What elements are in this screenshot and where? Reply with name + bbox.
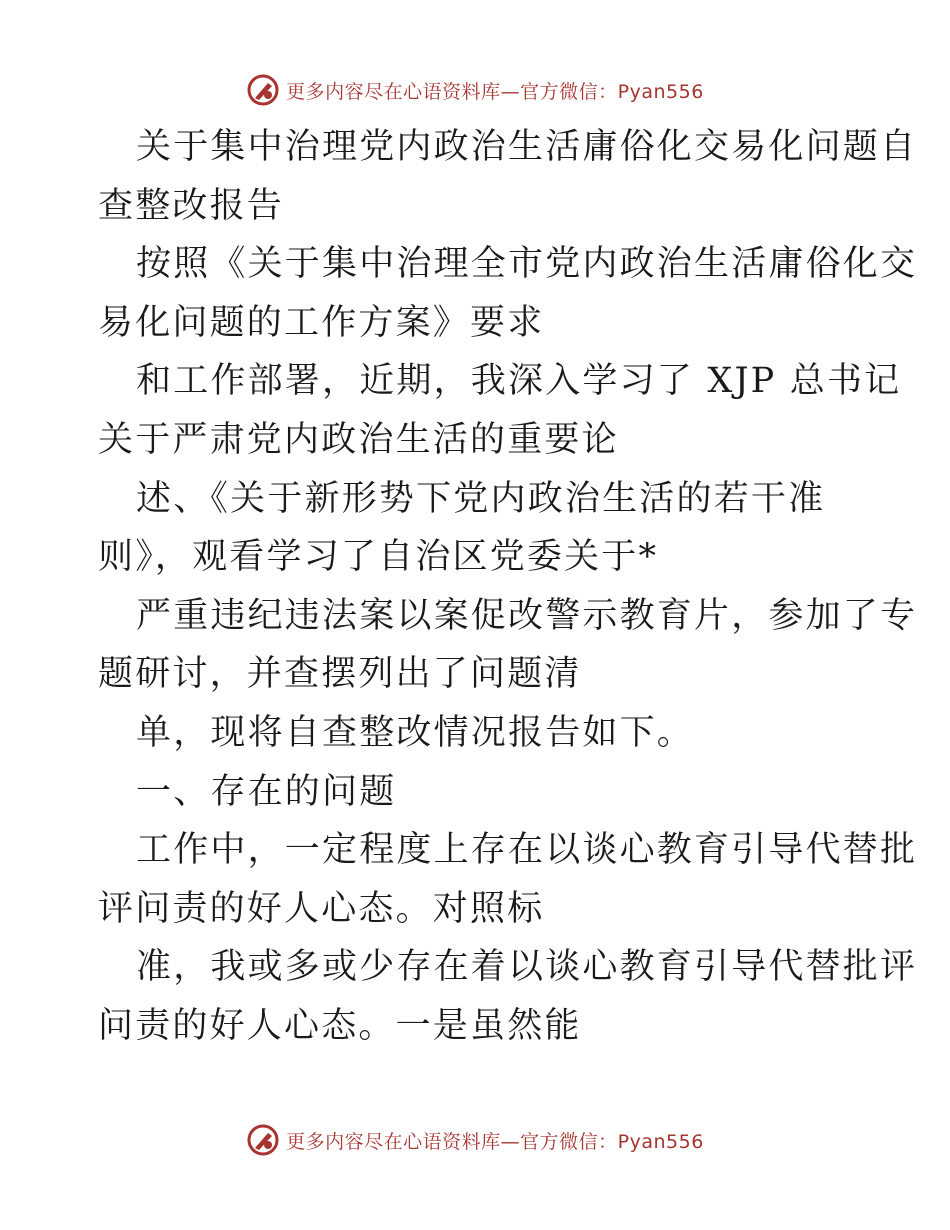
watermark-text: 更多内容尽在心语资料库—官方微信：Pyan556 (286, 1130, 704, 1153)
text-line: 题研讨，并查摆列出了问题清 (98, 654, 582, 695)
text-line: 查整改报告 (98, 185, 285, 226)
red-quill-seal-icon (246, 73, 280, 107)
text-line: 易化问题的工作方案》要求 (98, 302, 545, 343)
text-line: 关于集中治理党内政治生活庸俗化交易化问题自 (136, 127, 918, 167)
watermark-text: 更多内容尽在心语资料库—官方微信：Pyan556 (286, 80, 704, 103)
text-line: 单，现将自查整改情况报告如下。 (136, 712, 695, 753)
text-line: 评问责的好人心态。对照标 (98, 888, 545, 929)
text-line: 工作中，一定程度上存在以谈心教育引导代替批 (136, 830, 918, 871)
section-heading: 一、存在的问题 (136, 771, 397, 812)
document-body (98, 118, 918, 1056)
text-line: 按照《关于集中治理全市党内政治生活庸俗化交 (136, 244, 918, 285)
text-line: 和工作部署，近期，我深入学习了 XJP 总书记 (136, 361, 902, 402)
text-line: 则》，观看学习了自治区党委关于* (98, 537, 659, 578)
text-line: 述、《关于新形势下党内政治生活的若干准 (136, 478, 826, 519)
text-line: 关于严肃党内政治生活的重要论 (98, 419, 619, 460)
header-watermark-banner (0, 68, 950, 112)
text-line: 准，我或多或少存在着以谈心教育引导代替批评 (136, 947, 918, 988)
text-line: 严重违纪违法案以案促改警示教育片，参加了专 (136, 595, 918, 636)
footer-watermark-banner (0, 1118, 950, 1162)
text-line: 问责的好人心态。一是虽然能 (98, 1005, 582, 1046)
red-quill-seal-icon (246, 1123, 280, 1157)
